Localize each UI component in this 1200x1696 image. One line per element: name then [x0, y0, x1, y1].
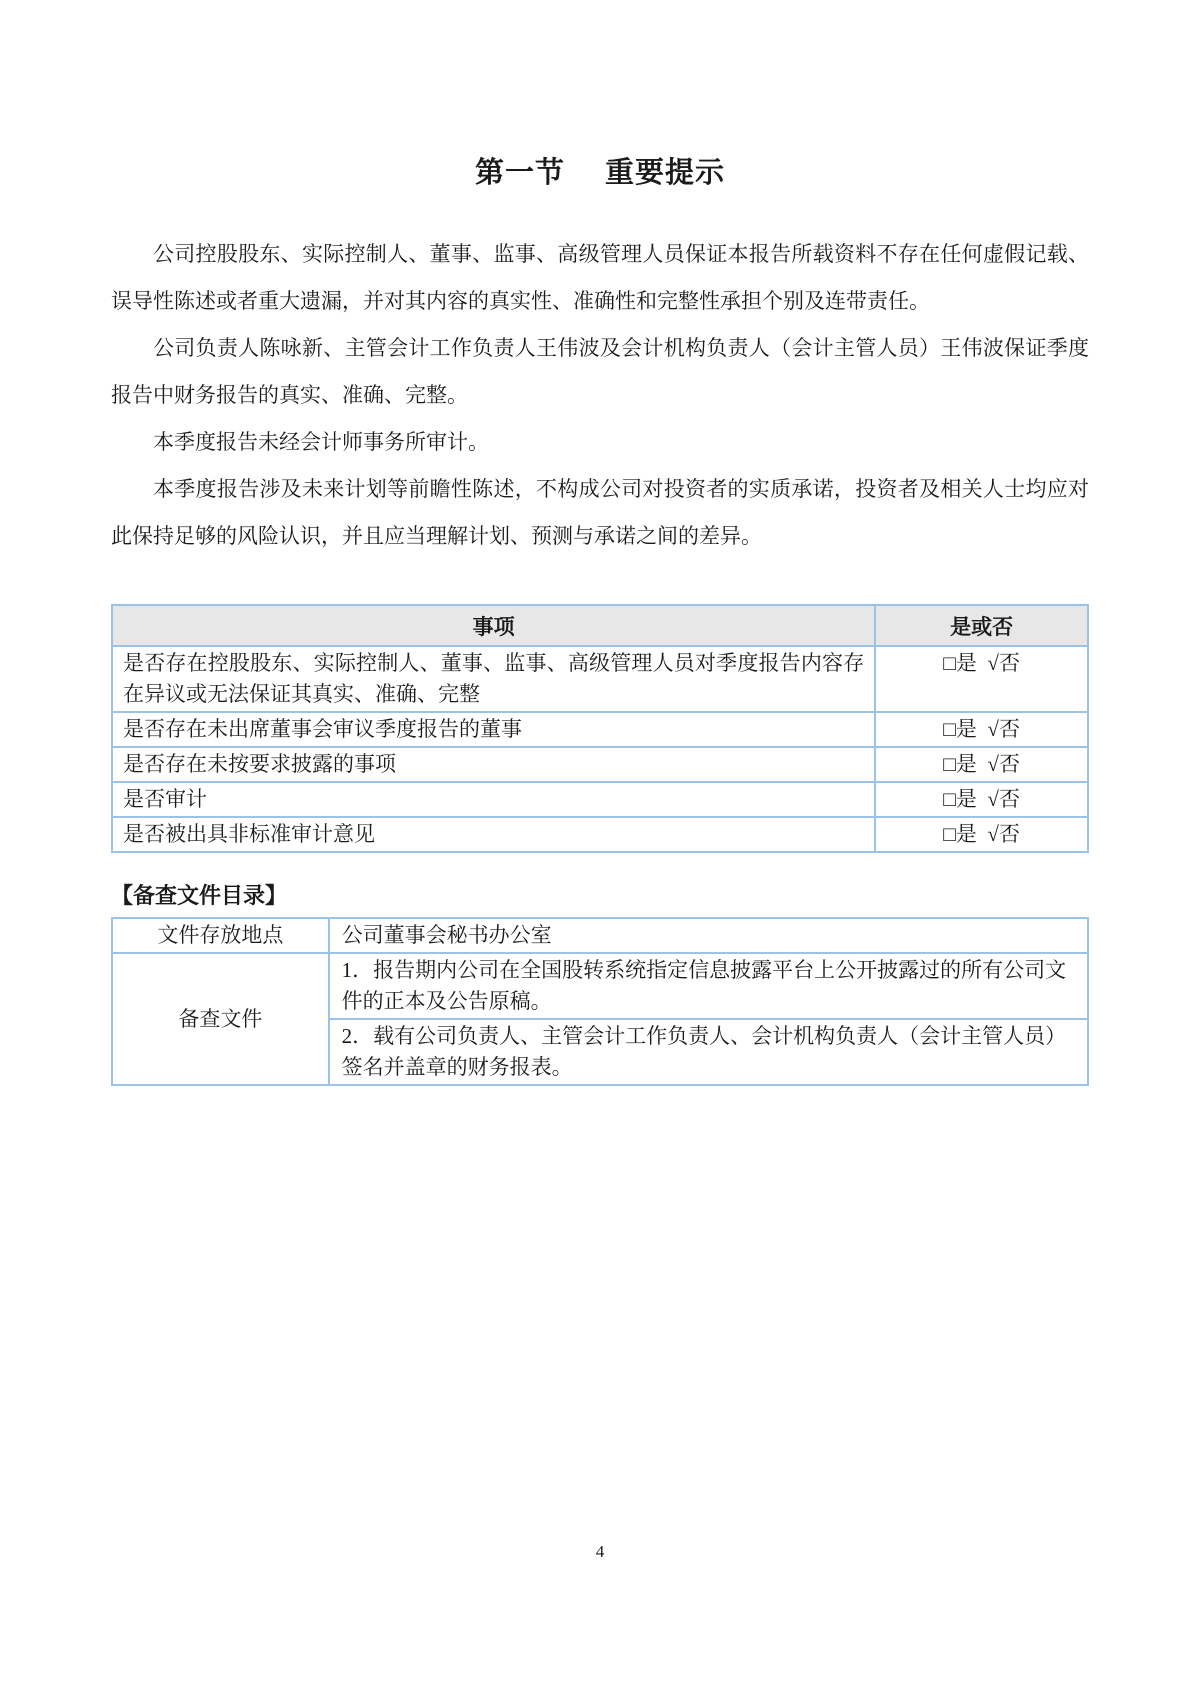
intro-paragraphs: [111, 231, 1089, 560]
matter-item: 是否审计: [112, 782, 875, 817]
matter-item: 是否存在未按要求披露的事项: [112, 747, 875, 782]
location-label: 文件存放地点: [112, 918, 329, 953]
table-row: [112, 712, 1088, 747]
table-row: [112, 646, 1088, 712]
matters-header-item: 事项: [112, 605, 875, 646]
matter-item: 是否存在控股股东、实际控制人、董事、监事、高级管理人员对季度报告内容存在异议或无法保证其真实、准确、完整: [112, 646, 875, 712]
matter-item: 是否存在未出席董事会审议季度报告的董事: [112, 712, 875, 747]
section-title: [111, 0, 1089, 191]
matters-header-answer: 是或否: [875, 605, 1088, 646]
table-row: [112, 953, 1088, 1019]
matter-answer: □是 √否: [875, 817, 1088, 852]
section-number: 第一节: [474, 157, 565, 189]
paragraph-forward-looking-statement: 本季度报告涉及未来计划等前瞻性陈述，不构成公司对投资者的实质承诺，投资者及相关人士均应对此保持足够的风险认识，并且应当理解计划、预测与承诺之间的差异。: [111, 477, 1089, 548]
docs-label: 备查文件: [112, 953, 329, 1085]
table-row: [112, 918, 1088, 953]
table-row: [112, 817, 1088, 852]
matters-table: [111, 604, 1089, 853]
page-number: 4: [595, 1542, 605, 1561]
table-row: [112, 782, 1088, 817]
matter-item: 是否被出具非标准审计意见: [112, 817, 875, 852]
paragraph-responsible-persons: 公司负责人陈咏新、主管会计工作负责人王伟波及会计机构负责人（会计主管人员）王伟波保证季度报告中财务报告的真实、准确、完整。: [111, 336, 1089, 407]
section-name: 重要提示: [605, 157, 726, 189]
paragraph-guarantee-statement: 公司控股股东、实际控制人、董事、监事、高级管理人员保证本报告所载资料不存在任何虚假记载、误导性陈述或者重大遗漏，并对其内容的真实性、准确性和完整性承担个别及连带责任。: [111, 242, 1089, 313]
table-row: [112, 747, 1088, 782]
location-value: 公司董事会秘书办公室: [329, 918, 1088, 953]
matters-header-row: [112, 605, 1088, 646]
paragraph-unaudited-statement: 本季度报告未经会计师事务所审计。: [153, 430, 489, 454]
matter-answer: □是 √否: [875, 646, 1088, 712]
matter-answer: □是 √否: [875, 747, 1088, 782]
matter-answer: □是 √否: [875, 712, 1088, 747]
docs-item: 2．载有公司负责人、主管会计工作负责人、会计机构负责人（会计主管人员）签名并盖章的财务报表。: [329, 1019, 1088, 1085]
docs-item: 1．报告期内公司在全国股转系统指定信息披露平台上公开披露过的所有公司文件的正本及公告原稿。: [329, 953, 1088, 1019]
matter-answer: □是 √否: [875, 782, 1088, 817]
documents-directory-heading: 【备查文件目录】: [111, 883, 288, 908]
documents-table: [111, 917, 1089, 1086]
